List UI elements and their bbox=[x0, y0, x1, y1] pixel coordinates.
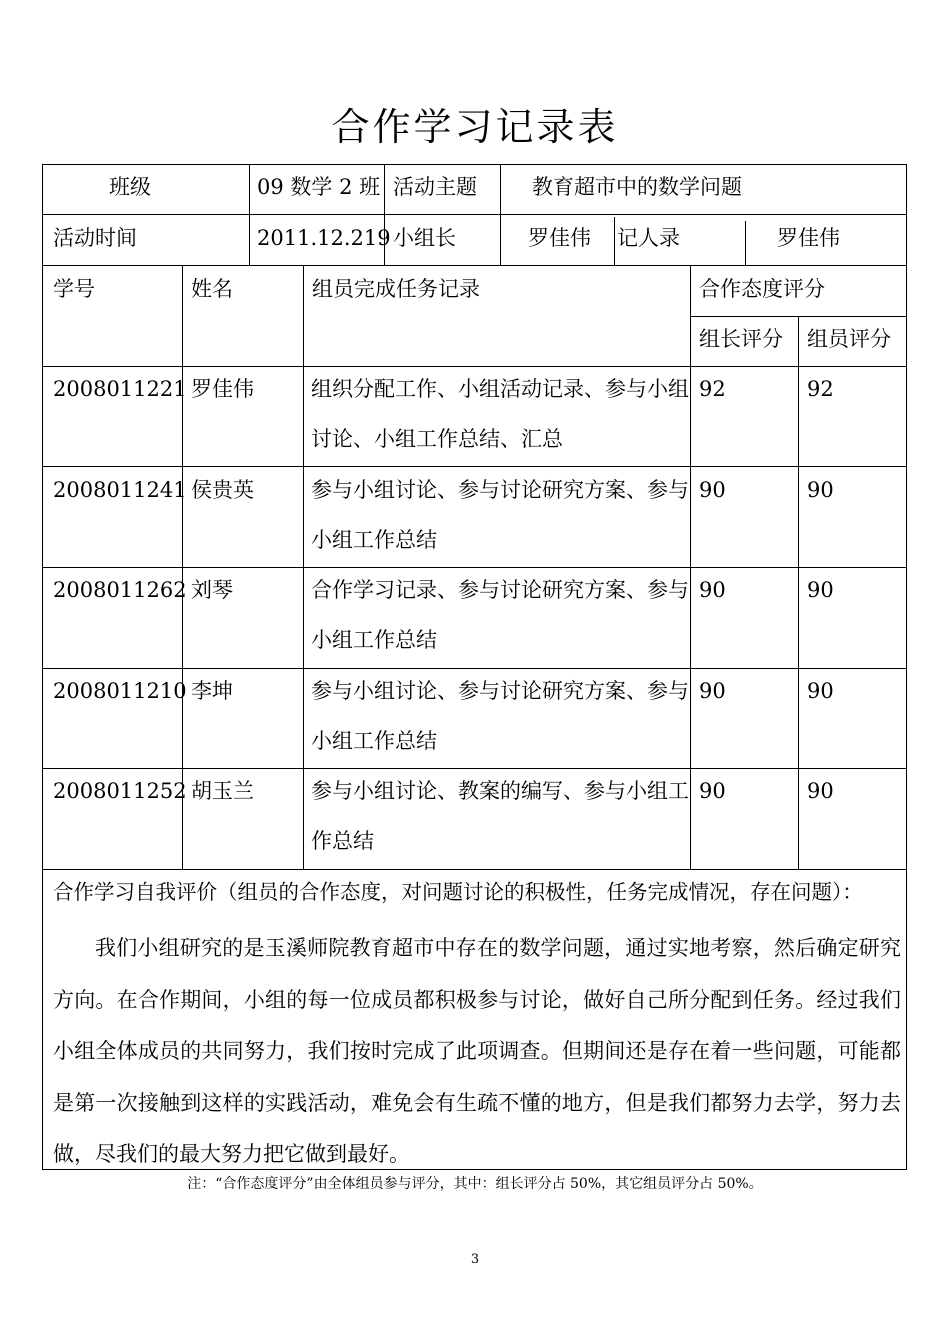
recorder-value: 罗佳伟 bbox=[777, 226, 840, 250]
divider bbox=[303, 265, 304, 869]
leader-score: 90 bbox=[699, 779, 726, 803]
member-score: 90 bbox=[807, 478, 834, 502]
member-name: 李坤 bbox=[191, 679, 233, 703]
header-id: 学号 bbox=[53, 277, 95, 301]
class-value: 09 数学 2 班 bbox=[257, 175, 381, 199]
header-attitude: 合作态度评分 bbox=[699, 277, 825, 301]
leader-value: 罗佳伟 bbox=[528, 226, 591, 250]
member-name: 胡玉兰 bbox=[191, 779, 254, 803]
member-id: 2008011241 bbox=[53, 478, 187, 502]
leader-score: 90 bbox=[699, 679, 726, 703]
theme-value: 教育超市中的数学问题 bbox=[532, 175, 742, 199]
member-score: 90 bbox=[807, 679, 834, 703]
record-table bbox=[42, 164, 907, 1170]
leader-label: 小组长 bbox=[393, 226, 456, 250]
leader-score: 90 bbox=[699, 578, 726, 602]
leader-score: 90 bbox=[699, 478, 726, 502]
member-name: 侯贵英 bbox=[191, 478, 254, 502]
divider bbox=[500, 165, 501, 265]
divider bbox=[249, 165, 250, 265]
member-task: 参与小组讨论、参与讨论研究方案、参与小组工作总结 bbox=[311, 679, 689, 753]
member-task: 组织分配工作、小组活动记录、参与小组讨论、小组工作总结、汇总 bbox=[311, 377, 689, 451]
member-name: 罗佳伟 bbox=[191, 377, 254, 401]
header-task: 组员完成任务记录 bbox=[312, 277, 480, 301]
member-id: 2008011210 bbox=[53, 679, 187, 703]
member-name: 刘琴 bbox=[191, 578, 233, 602]
divider bbox=[43, 265, 906, 266]
header-member-score: 组员评分 bbox=[807, 327, 891, 351]
member-id: 2008011262 bbox=[53, 578, 187, 602]
member-task: 参与小组讨论、教案的编写、参与小组工作总结 bbox=[311, 779, 689, 853]
page-number: 3 bbox=[470, 1252, 480, 1267]
class-label: 班级 bbox=[109, 175, 151, 199]
leader-score: 92 bbox=[699, 377, 726, 401]
divider bbox=[798, 316, 799, 869]
divider bbox=[43, 869, 906, 870]
recorder-label: 记人录 bbox=[617, 226, 680, 250]
evaluation-body: 我们小组研究的是玉溪师院教育超市中存在的数学问题，通过实地考察，然后确定研究方向。在合作期间，小组的每一位成员都积极参与讨论，做好自己所分配到任务。经过我们小组全体成员的共同努力，我们按时完成了此项调查。但期间还是存在着一些问题，可能都是第一次接触到这样的实践活动，难免会有生疏不懂的地方，但是我们都努力去学，努力去做，尽我们的最大努力把它做到最好。 bbox=[53, 936, 901, 1166]
page-title: 合作学习记录表 bbox=[331, 105, 619, 149]
member-id: 2008011221 bbox=[53, 377, 187, 401]
member-score: 90 bbox=[807, 578, 834, 602]
divider bbox=[384, 165, 385, 265]
time-label: 活动时间 bbox=[53, 226, 137, 250]
divider bbox=[614, 217, 615, 265]
divider bbox=[745, 221, 746, 265]
member-score: 92 bbox=[807, 377, 834, 401]
footnote: 注：“合作态度评分”由全体组员参与评分，其中：组长评分占 50%，其它组员评分占 50%。 bbox=[187, 1176, 763, 1192]
member-id: 2008011252 bbox=[53, 779, 187, 803]
member-task: 合作学习记录、参与讨论研究方案、参与小组工作总结 bbox=[311, 578, 689, 652]
time-value: 2011.12.219 bbox=[257, 226, 391, 250]
member-score: 90 bbox=[807, 779, 834, 803]
divider bbox=[43, 214, 906, 215]
header-name: 姓名 bbox=[191, 277, 233, 301]
header-leader-score: 组长评分 bbox=[699, 327, 783, 351]
evaluation-heading: 合作学习自我评价（组员的合作态度，对问题讨论的积极性，任务完成情况，存在问题）： bbox=[53, 880, 863, 904]
theme-label: 活动主题 bbox=[393, 175, 477, 199]
member-task: 参与小组讨论、参与讨论研究方案、参与小组工作总结 bbox=[311, 478, 689, 552]
